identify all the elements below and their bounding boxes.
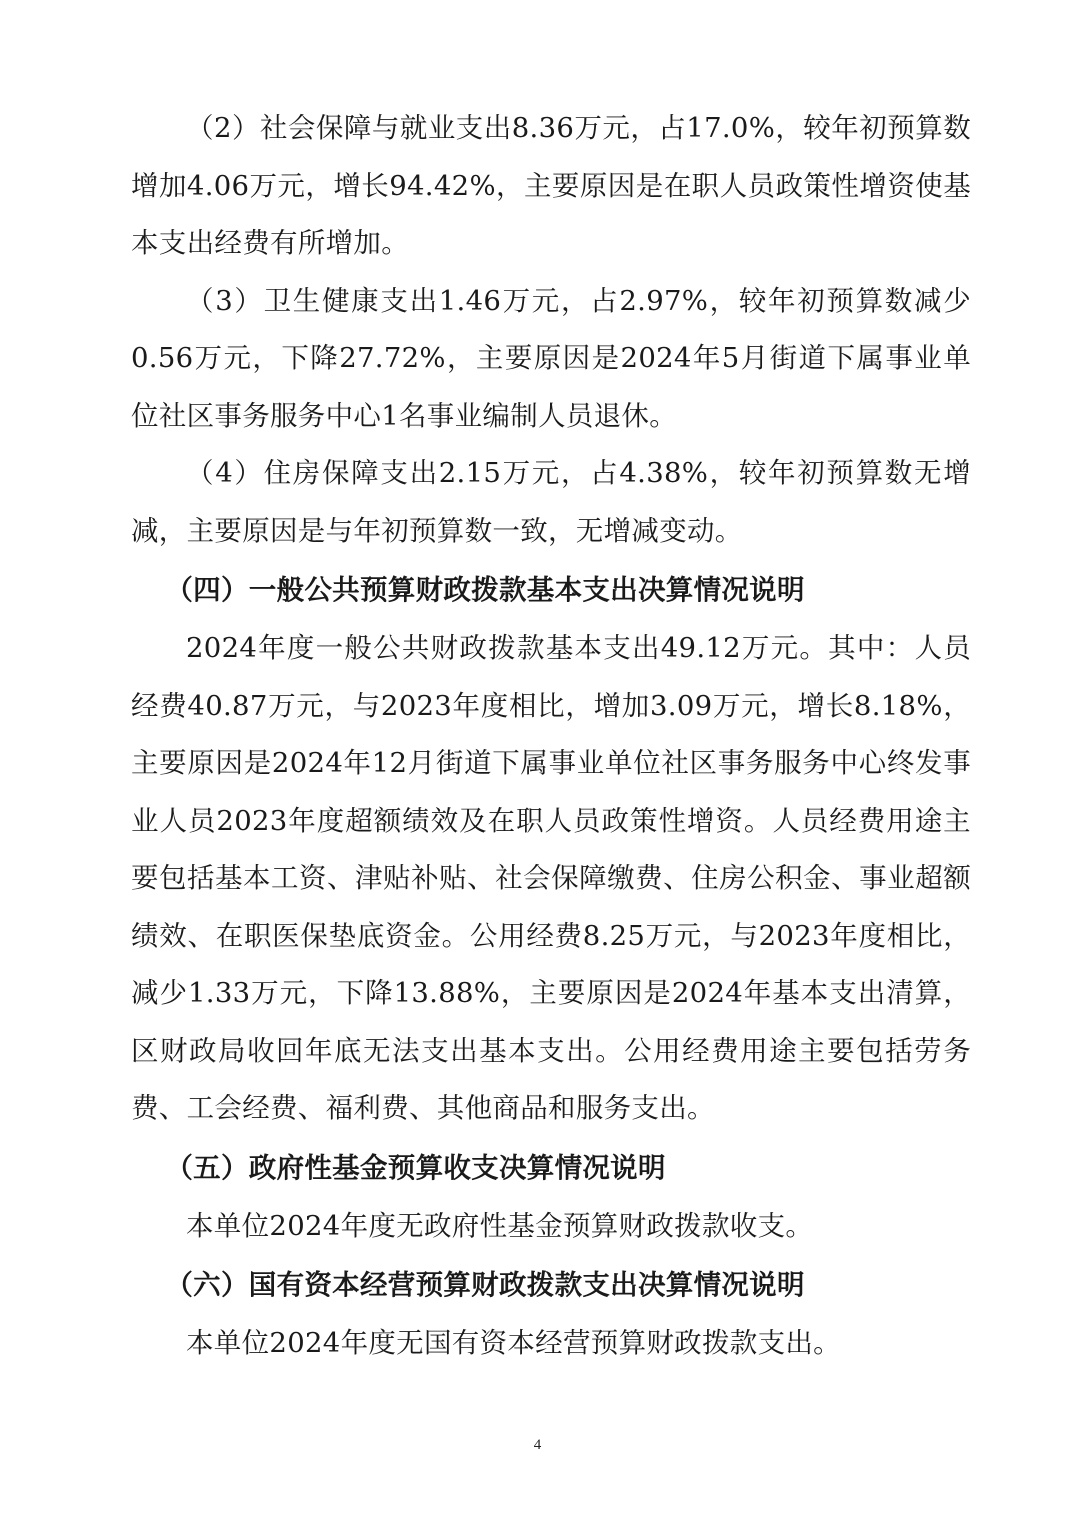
paragraph-government-fund: 本单位2024年度无政府性基金预算财政拨款收支。	[186, 1209, 814, 1242]
section-heading-basic-expenditure: （四）一般公共预算财政拨款基本支出决算情况说明	[165, 574, 805, 606]
document-page	[131, 100, 971, 1373]
paragraph-housing-expenditure: （4）住房保障支出2.15万元，占4.38%，较年初预算数无增减，主要原因是与年初预算数一致，无增减变动。	[131, 457, 971, 547]
paragraph-social-security-expenditure: （2）社会保障与就业支出8.36万元，占17.0%，较年初预算数增加4.06万元，增长94.42%，主要原因是在职人员政策性增资使基本支出经费有所增加。	[131, 112, 971, 259]
page-number: 4	[533, 1437, 542, 1453]
paragraph-state-capital: 本单位2024年度无国有资本经营预算财政拨款支出。	[186, 1327, 841, 1359]
section-heading-government-fund: （五）政府性基金预算收支决算情况说明	[165, 1151, 666, 1184]
section-heading-state-capital: （六）国有资本经营预算财政拨款支出决算情况说明	[165, 1269, 805, 1301]
paragraph-basic-expenditure: 2024年度一般公共财政拨款基本支出49.12万元。其中：人员经费40.87万元，与2023年度相比，增加3.09万元，增长8.18%，主要原因是2024年12月街道下属事业单位社区事务服务中心终发事业人员2023年度超额绩效及在职人员政策性增资。人员经费用途主要包括基本工资、津贴补贴、社会保障缴费、住房公积金、事业超额绩效、在职医保垫底资金。公用经费8.25万元，与2023年度相比，减少1.33万元，下降13.88%，主要原因是2024年基本支出清算，区财政局收回年底无法支出基本支出。公用经费用途主要包括劳务费、工会经费、福利费、其他商品和服务支出。	[131, 632, 971, 1124]
paragraph-health-expenditure: （3）卫生健康支出1.46万元，占2.97%，较年初预算数减少0.56万元，下降27.72%，主要原因是2024年5月街道下属事业单位社区事务服务中心1名事业编制人员退休。	[131, 284, 971, 432]
